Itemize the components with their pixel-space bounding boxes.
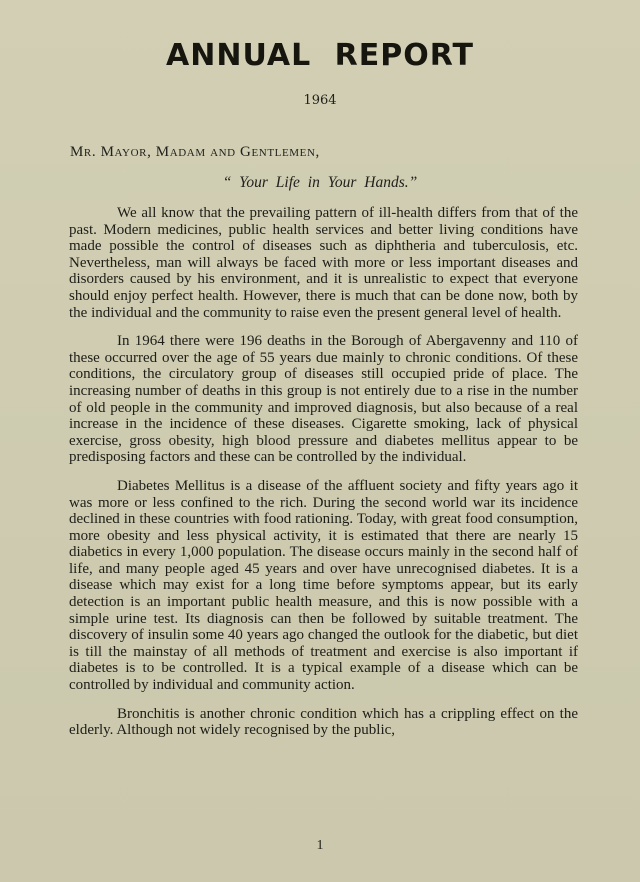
- report-year: 1964: [303, 93, 337, 108]
- report-body: [69, 205, 578, 751]
- report-title: ANNUAL REPORT: [166, 38, 474, 73]
- paragraph-bronchitis: Bronchitis is another chronic condition which has a crippling effect on the elderly. Although not widely recognised by the public,: [69, 705, 578, 739]
- paragraph-diabetes: Diabetes Mellitus is a disease of the affluent society and fifty years ago it was more or less confined to the rich. During the second world war its incidence declined in these countries with food rationing. Today, with great food consumption, more obesity and less physical activity, it is estimated that there are nearly 15 diabetics in every 1,000 population. The disease occurs mainly in the second half of life, and many people aged 45 years and over have unrecognised diabetes. It is a disease which may exist for a long time before symptoms appear, but its early detection is an important public health measure, and this is now possible with a simple urine test. Its diagnosis can then be followed by suitable treatment. The discovery of insulin some 40 years ago changed the outlook for the diabetic, but diet is till the mainstay of all methods of treatment and exercise is also important if diabetes is to be controlled. It is a typical example of a disease which can be controlled by individual and community action.: [69, 477, 578, 694]
- page-number: 1: [316, 838, 324, 853]
- paragraph-health-pattern: We all know that the prevailing pattern of ill-health differs from that of the past. Modern medicines, public health services and better living conditions have made possible the control of diseases such as diphtheria and tuberculosis, etc. Nevertheless, man will always be faced with more or less important diseases and disorders caused by his environment, and it is unrealistic to expect that everyone should enjoy perfect health. However, there is much that can be done now, both by the individual and the community to raise even the present general level of health.: [69, 205, 578, 321]
- paragraph-deaths-1964: In 1964 there were 196 deaths in the Borough of Abergavenny and 110 of these occurred over the age of 55 years due mainly to chronic conditions. Of these conditions, the circulatory group of diseases still occupied pride of place. The increasing number of deaths in this group is not entirely due to a rise in the number of old people in the community and improved diagnosis, but also because of a real increase in the incidence of these diseases. Cigarette smoking, lack of physical exercise, gross obesity, high blood pressure and diabetes mellitus appear to be predisposing factors and these can be controlled by the individual.: [69, 333, 578, 466]
- motto: “ Your Life in Your Hands.”: [222, 174, 418, 191]
- salutation: Mr. Mayor, Madam and Gentlemen,: [70, 144, 320, 160]
